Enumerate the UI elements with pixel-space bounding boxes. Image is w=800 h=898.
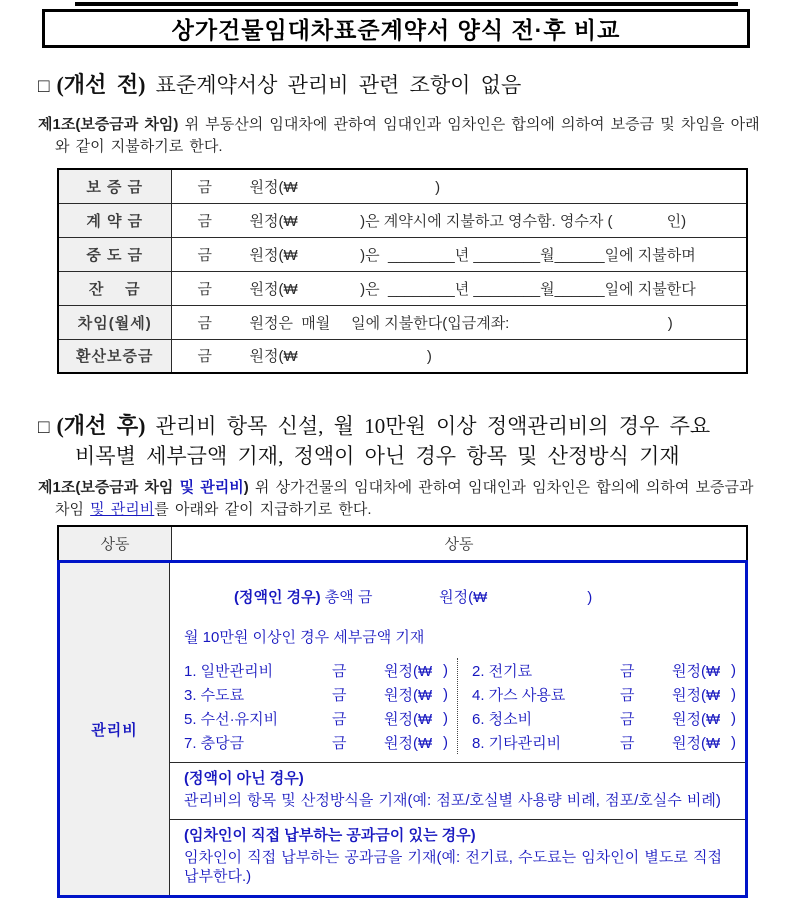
non-fixed-tag: (정액이 아닌 경우) [184,770,304,787]
fee-items-grid [170,658,745,762]
row-label: 환산보증금 [58,339,171,373]
fee-item-close: ) [731,733,736,751]
table-row [58,339,747,373]
fee-item-amount: 원정(₩ [384,734,433,752]
fee-item-unit: 금 [332,686,347,704]
fee-item-close: ) [443,709,448,727]
fee-item-name: 3. 수도료 [184,686,245,704]
fee-item-close: ) [443,685,448,703]
fee-item [458,730,745,754]
header-label: 상동 [59,527,172,560]
row-label: 잔 금 [58,271,171,305]
fee-item [458,682,745,706]
section-before-heading [38,70,772,101]
document-title-text: 상가건물임대차표준계약서 양식 전·후 비교 [171,17,621,43]
fee-item-amount: 원정(₩ [672,686,721,704]
row-content: 금 원정(₩ )은 ________년 ________월______일에 지불한다 [171,271,747,305]
row-content: 금 원정(₩ )은 ________년 ________월______일에 지불하며 [171,237,747,271]
checkbox-icon: □ [38,417,50,438]
fee-item-close: ) [443,733,448,751]
table-row [58,169,747,203]
fixed-amount-section [170,563,745,762]
fee-item [170,706,457,730]
fee-item-name: 4. 가스 사용료 [472,686,566,704]
row-content: 금 원정은 매월 일에 지불한다(입금계좌: ) [171,305,747,339]
article-before-title: 제1조(보증금과 차임) [38,116,179,133]
row-content: 금 원정(₩ ) [171,169,747,203]
fee-item [458,706,745,730]
fee-item-name: 8. 기타관리비 [472,734,562,752]
fixed-amount-total: 총액 금 원정(₩ ) [320,589,593,606]
fee-item-name: 1. 일반관리비 [184,662,274,680]
maintenance-fee-row [57,560,748,898]
article-after-text-1: 위 상가건물의 임대차에 관하여 임대인과 임차인은 합의에 의하여 보증금과 차임 [55,479,754,518]
fee-item [170,658,457,682]
header-value: 상동 [444,536,474,553]
article-after-title-2: ) [243,479,255,496]
direct-payment-text: 임차인이 직접 납부하는 공과금을 기재(예: 전기료, 수도료는 임차인이 별도로 직접 납부한다.) [184,849,723,885]
non-fixed-amount-section [170,762,745,819]
article-after-title-blue: 및 관리비 [179,479,244,496]
table-row [58,271,747,305]
fee-item-amount: 원정(₩ [672,734,721,752]
fee-item-name: 7. 충당금 [184,734,245,752]
section-after-heading [38,411,782,471]
after-heading-line1: 관리비 항목 신설, 월 10만원 이상 정액관리비의 경우 주요 [155,414,711,438]
fixed-amount-tag: (정액인 경우) [234,589,321,606]
fee-item-amount: 원정(₩ [384,686,433,704]
fixed-amount-line2: 월 10만원 이상인 경우 세부금액 기재 [184,629,425,646]
fee-items-left-column [170,658,458,754]
fee-item-close: ) [731,685,736,703]
checkbox-icon: □ [38,76,50,97]
before-heading-text: 표준계약서상 관리비 관련 조항이 없음 [155,73,522,97]
row-content: 금 원정(₩ )은 계약시에 지불하고 영수함. 영수자 ( 인) [171,203,747,237]
row-label: 계 약 금 [58,203,171,237]
row-content: 금 원정(₩ ) [171,339,747,373]
fee-item-unit: 금 [620,710,635,728]
table-header-row [57,525,748,560]
fee-item-unit: 금 [332,662,347,680]
direct-payment-section [170,819,745,895]
row-label: 차임(월세) [58,305,171,339]
fee-item-name: 2. 전기료 [472,662,533,680]
article-after-title-1: 제1조(보증금과 차임 [38,479,180,496]
deposit-table [57,168,748,374]
fee-item-close: ) [731,709,736,727]
fee-item-name: 5. 수선·유지비 [184,710,279,728]
non-fixed-text: 관리비의 항목 및 산정방식을 기재(예: 점포/호실별 사용량 비례, 점포/호실수 비례) [184,792,721,809]
fixed-amount-line1 [170,568,745,628]
fee-item [170,682,457,706]
article-before [38,114,760,157]
fee-item [458,658,745,682]
fee-item-close: ) [443,661,448,679]
fee-item-unit: 금 [332,734,347,752]
fee-item-close: ) [731,661,736,679]
fee-item-amount: 원정(₩ [672,710,721,728]
after-heading-line2: 비목별 세부금액 기재, 정액이 아닌 경우 항목 및 산정방식 기재 [75,444,680,468]
fee-item-amount: 원정(₩ [672,662,721,680]
article-after [38,477,760,520]
fee-item-unit: 금 [620,686,635,704]
fee-item-amount: 원정(₩ [384,662,433,680]
row-label: 보 증 금 [58,169,171,203]
maintenance-fee-label: 관리비 [60,563,170,895]
direct-payment-tag: (임차인이 직접 납부하는 공과금이 있는 경우) [184,827,476,844]
fee-item-unit: 금 [620,662,635,680]
fee-item-unit: 금 [332,710,347,728]
fee-item-name: 6. 청소비 [472,710,533,728]
maintenance-fee-table [57,525,748,898]
before-tag: (개선 전) [56,72,146,97]
document-title [42,9,750,48]
row-label: 중 도 금 [58,237,171,271]
top-rule [75,2,738,6]
fee-item [170,730,457,754]
fee-item-unit: 금 [620,734,635,752]
fee-items-right-column [458,658,745,754]
table-row [58,203,747,237]
after-tag: (개선 후) [56,413,146,438]
article-before-text: 위 부동산의 임대차에 관하여 임대인과 임차인은 합의에 의하여 보증금 및 차임을 아래와 같이 지불하기로 한다. [55,116,760,155]
table-row [58,305,747,339]
table-row [58,237,747,271]
fee-item-amount: 원정(₩ [384,710,433,728]
maintenance-fee-content [170,563,745,895]
article-after-text-2: 를 아래와 같이 지급하기로 한다. [154,500,372,518]
article-after-text-blue: 및 관리비 [90,500,155,518]
